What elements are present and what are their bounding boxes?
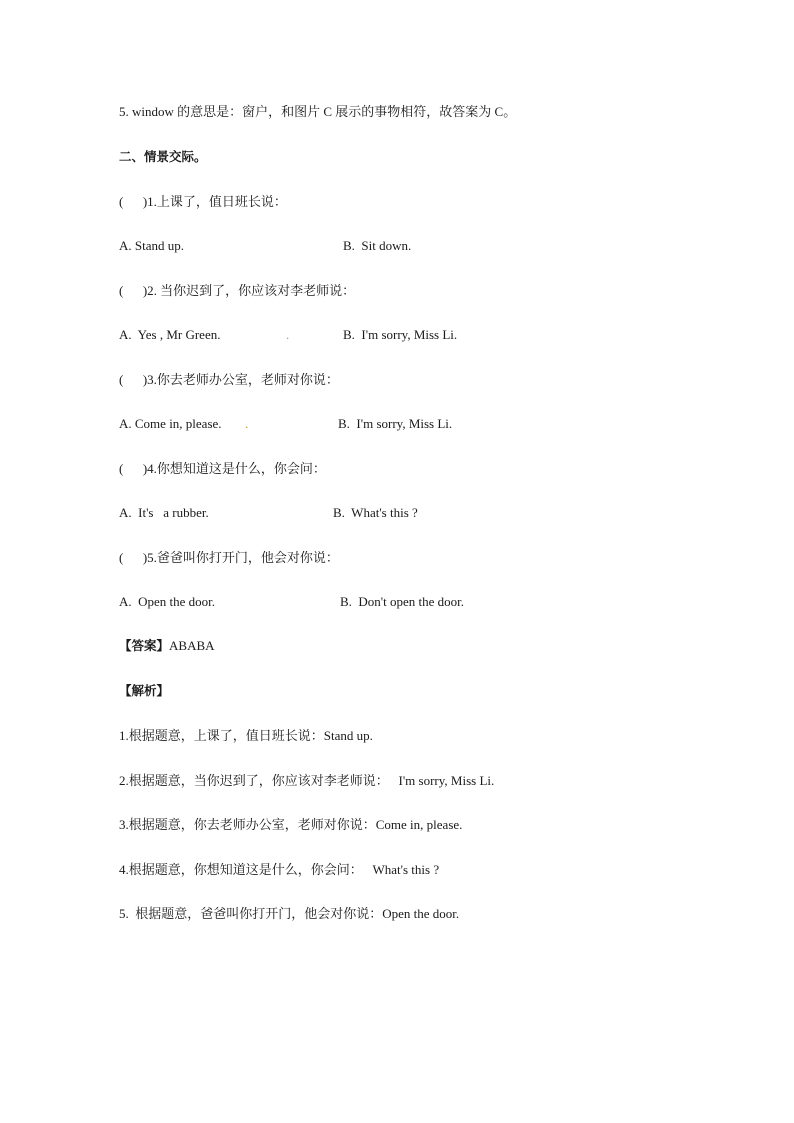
question-text: 5.爸爸叫你打开门，他会对你说： — [147, 550, 339, 565]
question-5-option-a: A. Open the door. — [119, 594, 216, 609]
analysis-item-5: 5. 根据题意，爸爸叫你打开门，他会对你说：Open the door. — [119, 906, 460, 921]
question-text: 4.你想知道这是什么，你会问： — [147, 461, 326, 476]
answer-blank[interactable]: ( ) — [119, 283, 148, 298]
section-heading: 二、情景交际。 — [119, 149, 207, 164]
question-text: 1.上课了，值日班长说： — [147, 194, 287, 209]
previous-answer-explanation: 5. window 的意思是：窗户，和图片 C 展示的事物相符，故答案为 C。 — [119, 104, 517, 119]
question-2-stem — [119, 283, 355, 299]
question-text: 3.你去老师办公室，老师对你说： — [147, 372, 339, 387]
answer-line — [119, 638, 215, 654]
answer-blank[interactable]: ( ) — [119, 550, 148, 565]
answer-label: 【答案】 — [119, 638, 170, 653]
question-3-option-b: B. I'm sorry, Miss Li. — [338, 416, 453, 431]
question-text: 2. 当你迟到了，你应该对李老师说： — [147, 283, 356, 298]
stray-mark: . — [245, 416, 249, 431]
answer-blank[interactable]: ( ) — [119, 372, 148, 387]
question-3-option-a: A. Come in, please. — [119, 416, 222, 431]
analysis-item-1: 1.根据题意，上课了，值日班长说：Stand up. — [119, 728, 373, 743]
analysis-item-2: 2.根据题意，当你迟到了，你应该对李老师说： I'm sorry, Miss Li. — [119, 773, 495, 788]
analysis-label: 【解析】 — [119, 683, 170, 698]
question-5-stem — [119, 550, 339, 566]
stray-mark: . — [286, 327, 290, 342]
question-4-stem — [119, 461, 326, 477]
question-5-option-b: B. Don't open the door. — [340, 594, 465, 609]
answer-value: ABABA — [169, 638, 215, 653]
question-1-option-b: B. Sit down. — [343, 238, 412, 253]
question-1-option-a: A. Stand up. — [119, 238, 184, 253]
question-2-option-b: B. I'm sorry, Miss Li. — [343, 327, 458, 342]
question-3-stem — [119, 372, 339, 388]
question-4-option-a: A. It's a rubber. — [119, 505, 209, 520]
question-1-stem — [119, 194, 287, 210]
answer-blank[interactable]: ( ) — [119, 461, 148, 476]
answer-blank[interactable]: ( ) — [119, 194, 148, 209]
question-4-option-b: B. What's this ? — [333, 505, 418, 520]
question-2-option-a: A. Yes , Mr Green. — [119, 327, 221, 342]
analysis-item-3: 3.根据题意，你去老师办公室，老师对你说：Come in, please. — [119, 817, 463, 832]
analysis-item-4: 4.根据题意，你想知道这是什么，你会问： What's this ? — [119, 862, 440, 877]
